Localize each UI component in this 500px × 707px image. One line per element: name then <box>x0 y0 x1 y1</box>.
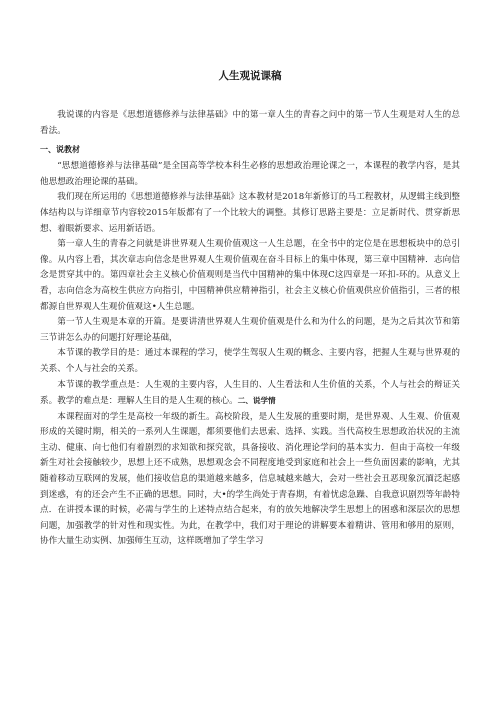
key-points-text: 本节课的教学重点是：人生观的主要内容，人生目的、人生看法和人生价值的关系，个人与社会的辩证关系。教学的难点是：理解人生目的是人生观的核心。 <box>40 379 460 407</box>
paragraph-students: 本课程面对的学生是高校一年级的新生。高校阶段，是人生发展的重要时期，是世界观、人生观、价值观形成的关键时期，相关的一系列人生课题，都须要他们去思索、选择、实践。当代高校生思想政治状况的主流主动、健康、向七他们有着剧烈的求知欲和探究欲，具备接收、消化理论学问的基本实力．但由于高校一年级新生对社会接触较少，思想上还不成熟，思想观念会不同程度地受到家庭和社会上一些负面因素的影响，尤其随着移动互联网的发展，他们接收信息的渠道越来越多，信息城越来越大，会对一些社会丑恶现象沉湎泛起感到迷惑，有的还会产生不正确的思想。同时，大•的学生尚处于青春期，有着忧虑急躁、自我意识剧烈等年龄特点．在讲授本课的时候，必需与学生的上述特点结合起来，有的放矢地解决学生思想上的困惑和深层次的思想问题，加强教学的针对性和现实性。为此，在教学中，我们对于理论的讲解要本着精讲、管用和够用的原则，协作大量生动实例、加强师生互动，这样既增加了学生学习 <box>40 411 460 547</box>
paragraph: 本节课的教学目的是：通过本课程的学习，使学生驾驭人生观的概念、主要内容，把握人生观与世界观的关系、个人与社会的关系。 <box>40 348 460 374</box>
paragraph: 第一章人生的青春之问就是讲世界观人生观价值观这一人生总题，在全书中的定位是在思想板块中的总引像。从内容上看，其次章志向信念是世界观人生观价值观在奋斗目标上的集中体现，第三章中国精神．志向信念是贯穿其中的。第四章社会主义核心价值观则是当代中国精神的集中体现C这四章是一环扣-环的。从意义上看，志向信念为高校生供应方向指引，中国精神供应精神指引，社会主义核心价值观供应价值指引，三者的根都源自世界观人生观价值观这•人生总题。 <box>40 239 460 312</box>
document-body <box>40 108 460 550</box>
paragraph: “思想道德修养与法律基础”是全国高等学校本科生必修的思想政治理论课之一，本课程的教学内容，是其他思想政治理论课的基础。 <box>40 161 460 187</box>
paragraph-key-points <box>40 378 460 410</box>
section-heading-students: 二、说学情 <box>237 396 276 406</box>
paragraph: 第一节人生观是本章的开篇。是要讲清世界观人生观价值观是什么和为什么的问题，是为之后其次节和第三节讲怎么办的问题打好理论基础， <box>40 317 460 343</box>
section-heading-textbook: 一、说教材 <box>40 145 80 155</box>
paragraph: 我们现在所运用的《思想道德修养与法律基础》这本教材是2018年新修订的马工程教材，从逻辑主线到整体结构以与详细章节内容较2015年版都有了一个比较大的调整。其修订思路主要是：立足新时代、贯穿新思想、着眼新要求、运用新话语。 <box>40 192 460 234</box>
document-title: 人生观说课稿 <box>218 70 282 82</box>
intro-paragraph: 我说课的内容是《思想道德修养与法律基础》中的第一章人生的青春之问中的第一节人生观是对人生的总看法。 <box>40 110 460 136</box>
